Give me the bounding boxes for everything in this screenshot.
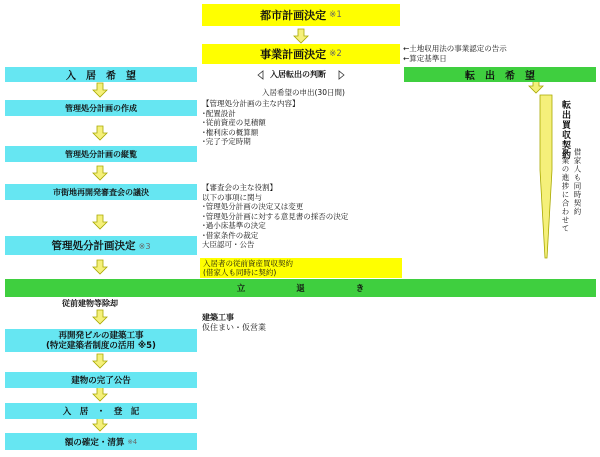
council-role-title: 【審査会の主な役割】 [202,183,277,192]
purchase-contract-line: (借家人も同時に契約) [203,268,277,277]
move-out-header: 転 出 希 望 [404,67,596,82]
mgmt-plan-view-box: 管理処分計画の縦覧 [5,146,197,162]
down-arrow-icon [93,354,107,368]
move-out-purchase-body-1: 借家人も同時契約 [573,148,582,216]
city-planning-box [202,4,400,26]
move-in-registration-box: 入 居 ・ 登 記 [5,403,197,419]
council-role-item: 以下の事項に関与 [202,192,262,202]
land-note-2: ←算定基準日 [403,54,447,63]
plan-contents-item: ･従前資産の見積額 [202,118,266,127]
left-arrow-icon [258,71,263,79]
down-arrow-icon [93,215,107,229]
mgmt-plan-create-box: 管理処分計画の作成 [5,100,197,116]
long-down-arrow-icon [540,95,552,258]
city-planning-label: 都市計画決定 [260,9,327,22]
down-arrow-icon [93,126,107,140]
completion-box: 建物の完了公告 [5,372,197,388]
demolition-label: 従前建物等除却 [62,299,118,308]
down-arrow-icon [294,29,308,43]
mgmt-plan-decision-label: 管理処分計画決定 [51,240,136,252]
down-arrow-icon [93,166,107,180]
down-arrow-icon [93,417,107,431]
settlement-label: 額の確定・清算 [64,437,125,448]
plan-contents-item: ･権利床の概算額 [202,127,259,137]
down-arrow-icon [93,310,107,324]
mgmt-plan-decision-mark: ※3 [138,240,151,251]
construction-title: 建築工事 [202,313,234,322]
plan-contents-note [202,99,300,147]
right-arrow-icon [339,71,344,79]
move-out-judge-label: 入居転出の判断 [270,70,326,79]
council-role-item: ･管理処分計画に対する意見書の採否の決定 [202,211,349,221]
council-role-note [202,183,348,240]
project-plan-box [202,44,400,64]
building-works-line1: 再開発ビルの建築工事 [58,330,144,341]
vacate-bar: 立 退 き [5,279,596,297]
construction-note [202,313,266,332]
plan-contents-item: ･配置設計 [202,108,236,118]
down-arrow-icon [93,83,107,97]
mgmt-plan-decision-box [5,236,197,255]
council-role-item: ･管理処分計画の決定又は変更 [202,202,304,211]
land-note-1: ←土地収用法の事業認定の告示 [403,44,507,53]
construction-detail: 仮住まい・仮営業 [202,322,266,332]
plan-contents-item: ･完了予定時期 [202,137,251,146]
settlement-box [5,433,197,450]
approval-note: 大臣認可・公告 [202,240,255,249]
move-in-header: 入 居 希 望 [5,67,197,82]
council-role-item: ･借家条件の裁定 [202,230,259,240]
settlement-mark: ※4 [127,437,138,446]
city-planning-mark: ※1 [329,10,342,20]
purchase-contract-line: 入居者の従前資産買収契約 [203,259,293,268]
building-works-box [5,329,197,352]
purchase-contract-box [200,258,402,278]
down-arrow-icon [93,260,107,274]
building-works-line2: (特定建築者制度の活用 ※5) [46,340,156,351]
plan-contents-title: 【管理処分計画の主な内容】 [202,99,300,108]
project-plan-label: 事業計画決定 [260,48,327,61]
application-note: 入居希望の申出(30日間) [262,88,345,97]
move-out-purchase-body-2: 事業の進捗に合わせて [561,148,570,233]
council-discussion-box: 市街地再開発審査会の議決 [5,184,197,200]
move-out-purchase-title: 転出買収契約 [560,100,570,160]
down-arrow-icon [93,387,107,401]
council-role-item: ･過小床基準の決定 [202,221,266,230]
project-plan-mark: ※2 [329,49,342,59]
